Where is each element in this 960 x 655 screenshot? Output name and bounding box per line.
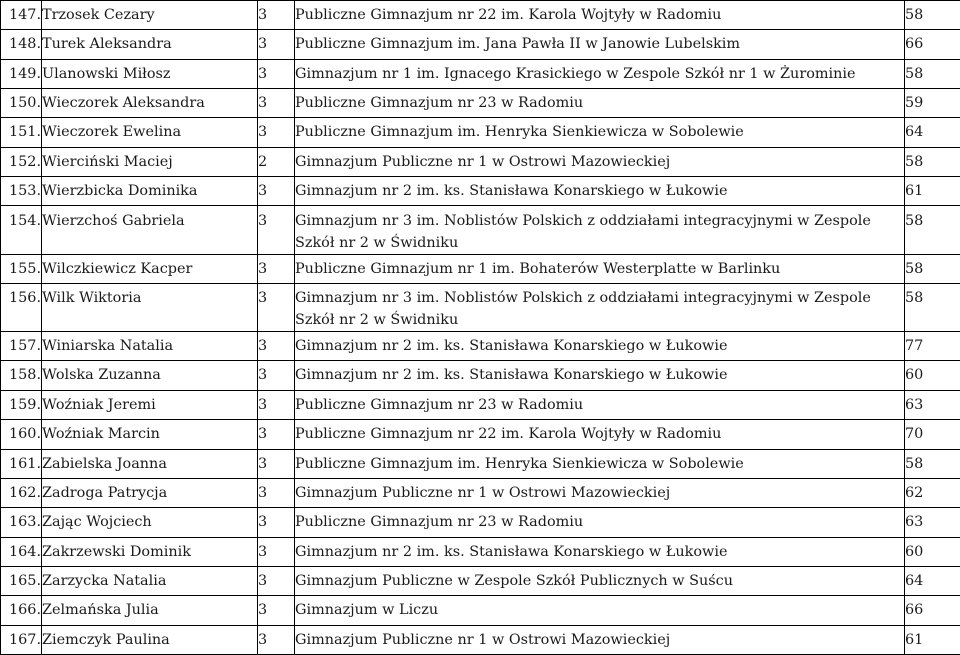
- school-name: Publiczne Gimnazjum nr 23 w Radomiu: [295, 89, 905, 118]
- score: 58: [905, 147, 960, 176]
- row-number: 158.: [1, 361, 42, 390]
- school-name: Publiczne Gimnazjum im. Henryka Sienkiewicza w Sobolewie: [295, 118, 905, 147]
- table-row: [1, 478, 960, 507]
- row-number: 159.: [1, 390, 42, 419]
- class-level: 3: [258, 420, 295, 449]
- row-number: 164.: [1, 537, 42, 566]
- class-level: 3: [258, 596, 295, 625]
- school-name: Gimnazjum Publiczne nr 1 w Ostrowi Mazowieckiej: [295, 625, 905, 654]
- student-name: Woźniak Marcin: [42, 420, 258, 449]
- student-name: Woźniak Jeremi: [42, 390, 258, 419]
- class-level: 3: [258, 390, 295, 419]
- class-level: 3: [258, 89, 295, 118]
- student-name: Zabielska Joanna: [42, 449, 258, 478]
- table-row: [1, 206, 960, 254]
- table-row: [1, 147, 960, 176]
- row-number: 167.: [1, 625, 42, 654]
- student-name: Zarzycka Natalia: [42, 566, 258, 595]
- class-level: 3: [258, 283, 295, 331]
- table-row: [1, 1, 960, 30]
- row-number: 161.: [1, 449, 42, 478]
- score: 58: [905, 254, 960, 283]
- score: 64: [905, 118, 960, 147]
- table-row: [1, 449, 960, 478]
- student-name: Wolska Zuzanna: [42, 361, 258, 390]
- table-row: [1, 118, 960, 147]
- school-name: Publiczne Gimnazjum nr 23 w Radomiu: [295, 390, 905, 419]
- school-name: Gimnazjum nr 2 im. ks. Stanisława Konarskiego w Łukowie: [295, 537, 905, 566]
- table-row: [1, 508, 960, 537]
- class-level: 3: [258, 332, 295, 361]
- class-level: 2: [258, 147, 295, 176]
- student-name: Wilczkiewicz Kacper: [42, 254, 258, 283]
- row-number: 163.: [1, 508, 42, 537]
- table-row: [1, 420, 960, 449]
- score: 70: [905, 420, 960, 449]
- row-number: 157.: [1, 332, 42, 361]
- school-name: Gimnazjum Publiczne nr 1 w Ostrowi Mazowieckiej: [295, 147, 905, 176]
- score: 66: [905, 30, 960, 59]
- school-name: Publiczne Gimnazjum nr 22 im. Karola Wojtyły w Radomiu: [295, 1, 905, 30]
- row-number: 150.: [1, 89, 42, 118]
- score: 77: [905, 332, 960, 361]
- class-level: 3: [258, 1, 295, 30]
- student-name: Zakrzewski Dominik: [42, 537, 258, 566]
- class-level: 3: [258, 625, 295, 654]
- score: 58: [905, 59, 960, 88]
- table-row: [1, 59, 960, 88]
- table-row: [1, 361, 960, 390]
- class-level: 3: [258, 361, 295, 390]
- class-level: 3: [258, 254, 295, 283]
- score: 66: [905, 596, 960, 625]
- school-name: Publiczne Gimnazjum nr 1 im. Bohaterów Westerplatte w Barlinku: [295, 254, 905, 283]
- class-level: 3: [258, 508, 295, 537]
- row-number: 151.: [1, 118, 42, 147]
- table-row: [1, 283, 960, 331]
- school-name: Gimnazjum nr 1 im. Ignacego Krasickiego w Zespole Szkół nr 1 w Żurominie: [295, 59, 905, 88]
- score: 62: [905, 478, 960, 507]
- student-name: Zając Wojciech: [42, 508, 258, 537]
- student-name: Zadroga Patrycja: [42, 478, 258, 507]
- table-row: [1, 254, 960, 283]
- student-name: Zelmańska Julia: [42, 596, 258, 625]
- score: 63: [905, 390, 960, 419]
- school-name: Gimnazjum Publiczne w Zespole Szkół Publicznych w Suścu: [295, 566, 905, 595]
- school-name: Publiczne Gimnazjum im. Henryka Sienkiewicza w Sobolewie: [295, 449, 905, 478]
- student-name: Wierzbicka Dominika: [42, 177, 258, 206]
- class-level: 3: [258, 206, 295, 254]
- class-level: 3: [258, 449, 295, 478]
- table-row: [1, 537, 960, 566]
- row-number: 155.: [1, 254, 42, 283]
- table-row: [1, 89, 960, 118]
- score: 58: [905, 206, 960, 254]
- school-name: Gimnazjum nr 3 im. Noblistów Polskich z oddziałami integracyjnymi w Zespole Szkół nr 2 w Świdniku: [295, 206, 905, 254]
- row-number: 153.: [1, 177, 42, 206]
- row-number: 160.: [1, 420, 42, 449]
- class-level: 3: [258, 118, 295, 147]
- student-name: Turek Aleksandra: [42, 30, 258, 59]
- student-name: Ziemczyk Paulina: [42, 625, 258, 654]
- row-number: 166.: [1, 596, 42, 625]
- student-name: Winiarska Natalia: [42, 332, 258, 361]
- table-row: [1, 177, 960, 206]
- row-number: 147.: [1, 1, 42, 30]
- student-name: Wieczorek Ewelina: [42, 118, 258, 147]
- score: 60: [905, 537, 960, 566]
- student-name: Wierciński Maciej: [42, 147, 258, 176]
- class-level: 3: [258, 30, 295, 59]
- score: 64: [905, 566, 960, 595]
- school-name: Publiczne Gimnazjum im. Jana Pawła II w Janowie Lubelskim: [295, 30, 905, 59]
- school-name: Gimnazjum nr 2 im. ks. Stanisława Konarskiego w Łukowie: [295, 332, 905, 361]
- score: 61: [905, 177, 960, 206]
- student-name: Ulanowski Miłosz: [42, 59, 258, 88]
- class-level: 3: [258, 177, 295, 206]
- score: 58: [905, 283, 960, 331]
- score: 63: [905, 508, 960, 537]
- table-row: [1, 332, 960, 361]
- class-level: 3: [258, 537, 295, 566]
- student-name: Wieczorek Aleksandra: [42, 89, 258, 118]
- score: 59: [905, 89, 960, 118]
- student-name: Wierzchoś Gabriela: [42, 206, 258, 254]
- table-row: [1, 390, 960, 419]
- student-name: Wilk Wiktoria: [42, 283, 258, 331]
- row-number: 165.: [1, 566, 42, 595]
- table-row: [1, 566, 960, 595]
- school-name: Gimnazjum nr 3 im. Noblistów Polskich z oddziałami integracyjnymi w Zespole Szkół nr 2 w Świdniku: [295, 283, 905, 331]
- school-name: Gimnazjum w Liczu: [295, 596, 905, 625]
- class-level: 3: [258, 59, 295, 88]
- table-row: [1, 625, 960, 654]
- row-number: 152.: [1, 147, 42, 176]
- row-number: 156.: [1, 283, 42, 331]
- row-number: 154.: [1, 206, 42, 254]
- class-level: 3: [258, 566, 295, 595]
- school-name: Gimnazjum nr 2 im. ks. Stanisława Konarskiego w Łukowie: [295, 361, 905, 390]
- school-name: Gimnazjum nr 2 im. ks. Stanisława Konarskiego w Łukowie: [295, 177, 905, 206]
- score: 61: [905, 625, 960, 654]
- score: 58: [905, 1, 960, 30]
- score: 58: [905, 449, 960, 478]
- school-name: Gimnazjum Publiczne nr 1 w Ostrowi Mazowieckiej: [295, 478, 905, 507]
- school-name: Publiczne Gimnazjum nr 23 w Radomiu: [295, 508, 905, 537]
- row-number: 148.: [1, 30, 42, 59]
- table-row: [1, 30, 960, 59]
- table-row: [1, 596, 960, 625]
- student-name: Trzosek Cezary: [42, 1, 258, 30]
- row-number: 149.: [1, 59, 42, 88]
- row-number: 162.: [1, 478, 42, 507]
- school-name: Publiczne Gimnazjum nr 22 im. Karola Wojtyły w Radomiu: [295, 420, 905, 449]
- class-level: 3: [258, 478, 295, 507]
- score: 60: [905, 361, 960, 390]
